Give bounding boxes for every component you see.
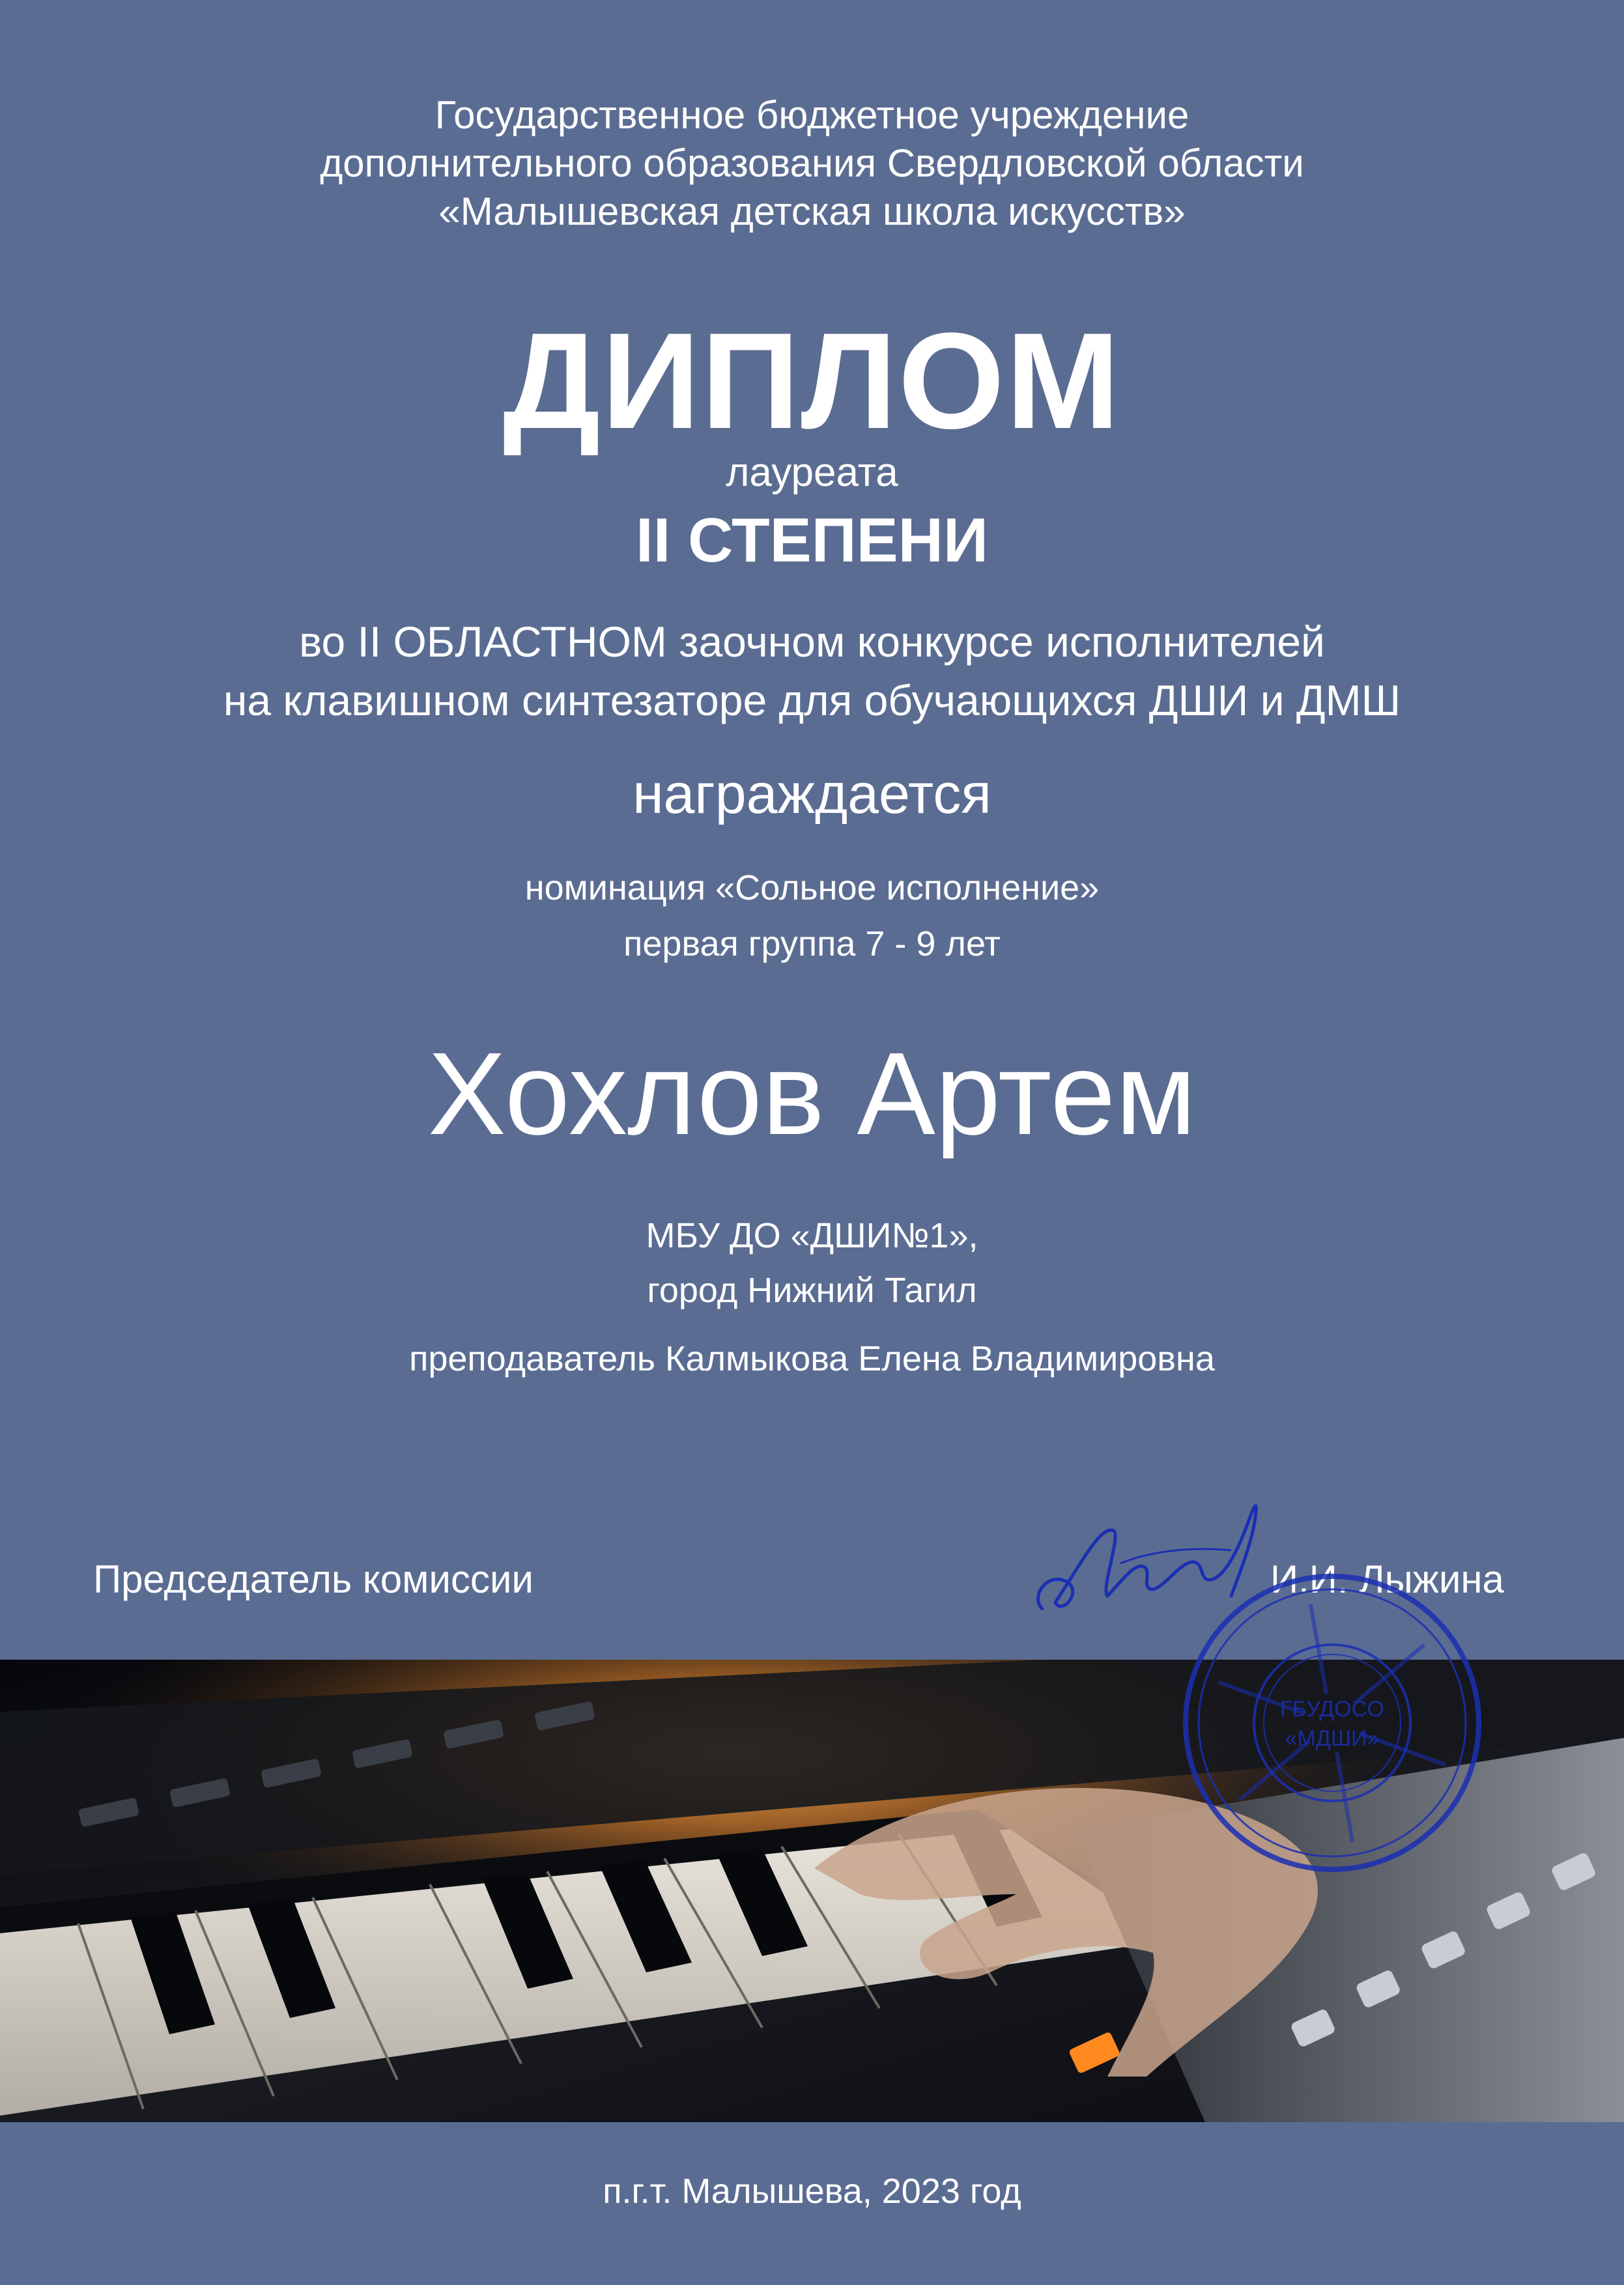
school-block bbox=[0, 1208, 1624, 1318]
stamp-center-line-1: ГБУДОСО bbox=[1280, 1697, 1384, 1722]
contest-line-1: во II ОБЛАСТНОМ заочном конкурсе исполнителей bbox=[299, 617, 1325, 666]
school-name: МБУ ДО «ДШИ№1», bbox=[646, 1216, 978, 1255]
age-group-line: первая группа 7 - 9 лет bbox=[623, 924, 1001, 963]
recipient-name: Хохлов Артем bbox=[427, 1029, 1197, 1159]
degree-label: II СТЕПЕНИ bbox=[636, 505, 988, 575]
contest-line-2: на клавишном синтезаторе для обучающихся ДШИ и ДМШ bbox=[223, 676, 1401, 724]
chair-label: Председатель комиссии bbox=[93, 1557, 534, 1601]
teacher-line: преподаватель Калмыкова Елена Владимировна bbox=[409, 1339, 1215, 1378]
organization-line-2: дополнительного образования Свердловской области bbox=[320, 141, 1304, 185]
chair-name: И.И. Лыжина bbox=[1270, 1557, 1504, 1601]
laureate-label: лауреата bbox=[726, 450, 898, 495]
diploma-title: ДИПЛОМ bbox=[502, 304, 1122, 457]
organization-line-1: Государственное бюджетное учреждение bbox=[434, 93, 1190, 137]
footer-place-date: п.г.т. Малышева, 2023 год bbox=[603, 2172, 1021, 2211]
organization-line-3: «Малышевская детская школа искусств» bbox=[438, 190, 1186, 233]
school-city: город Нижний Тагил bbox=[647, 1271, 977, 1310]
nomination-block bbox=[0, 860, 1624, 972]
awarded-label: награждается bbox=[633, 763, 991, 825]
organization-header bbox=[0, 91, 1624, 236]
stamp-center-line-2: «МДШИ» bbox=[1285, 1726, 1380, 1751]
nomination-line: номинация «Сольное исполнение» bbox=[524, 868, 1100, 907]
official-seal-icon bbox=[1173, 1563, 1492, 1882]
contest-description bbox=[0, 612, 1624, 730]
